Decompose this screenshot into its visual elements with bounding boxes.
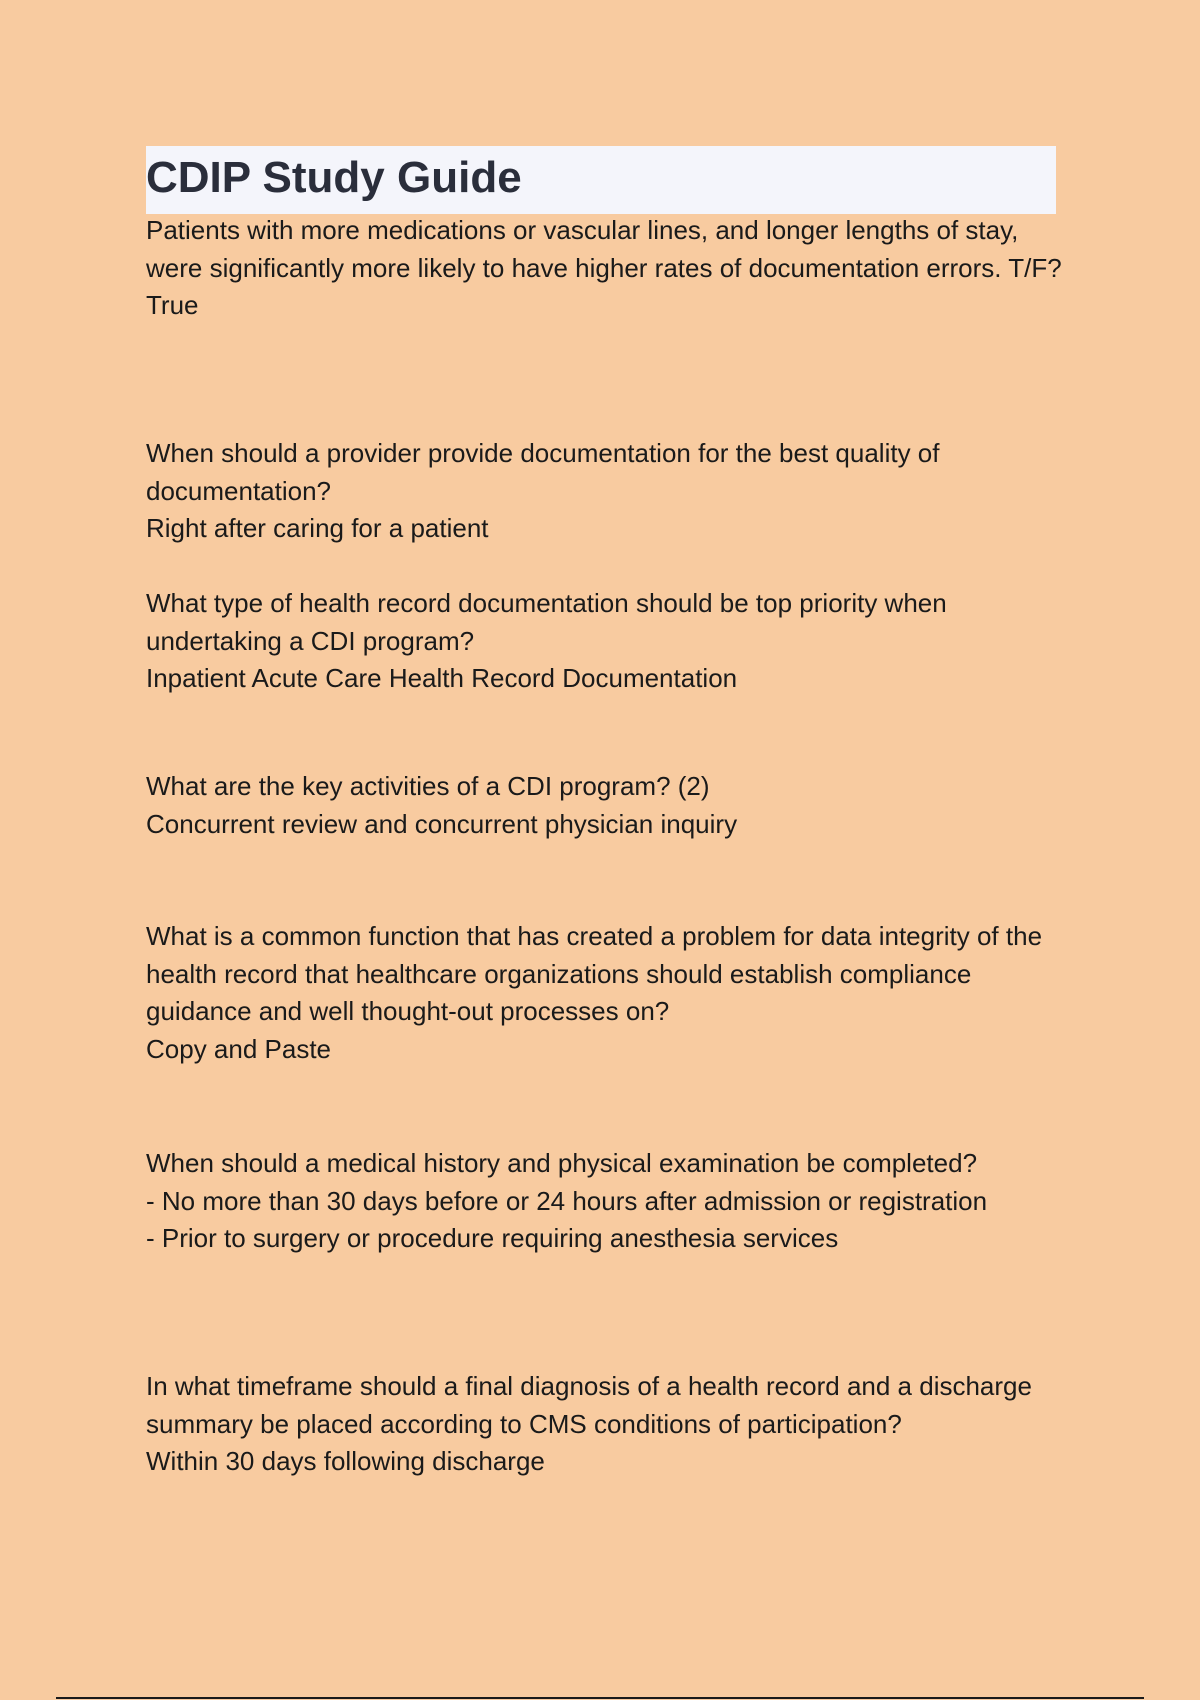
answer-text: True (146, 290, 199, 320)
question-text: What type of health record documentation should be top priority when undertaking a CDI program? (146, 588, 947, 656)
answer-text: Inpatient Acute Care Health Record Documentation (146, 663, 738, 693)
qa-item-5 (146, 918, 1066, 1068)
qa-item-6 (146, 1145, 1066, 1258)
qa-item-7 (146, 1368, 1066, 1481)
qa-item-4 (146, 768, 1066, 843)
question-text: When should a provider provide documentation for the best quality of documentation? (146, 438, 940, 506)
bottom-divider (56, 1697, 1144, 1699)
page-title: CDIP Study Guide (146, 153, 522, 202)
question-text: What is a common function that has created a problem for data integrity of the health record that healthcare organizations should establish compliance guidance and well thought-out processes on? (146, 921, 1043, 1026)
qa-item-2 (146, 435, 1066, 548)
answer-text: Within 30 days following discharge (146, 1446, 545, 1476)
answer-text: Concurrent review and concurrent physician inquiry (146, 808, 738, 839)
question-text: When should a medical history and physical examination be completed? (146, 1148, 978, 1178)
title-bar (146, 146, 1056, 214)
answer-text: Copy and Paste (146, 1033, 332, 1064)
question-text: Patients with more medications or vascular lines, and longer lengths of stay, were significantly more likely to have higher rates of documentation errors. T/F? (146, 215, 1062, 283)
qa-item-1 (146, 212, 1066, 325)
answer-text: Right after caring for a patient (146, 513, 489, 543)
question-text: In what timeframe should a final diagnosis of a health record and a discharge summary be placed according to CMS conditions of participation? (146, 1371, 1032, 1439)
answer-text: - Prior to surgery or procedure requiring anesthesia services (146, 1223, 839, 1253)
answer-text: - No more than 30 days before or 24 hours after admission or registration (146, 1185, 988, 1216)
question-text: What are the key activities of a CDI program? (2) (146, 771, 710, 801)
qa-item-3 (146, 585, 1066, 698)
